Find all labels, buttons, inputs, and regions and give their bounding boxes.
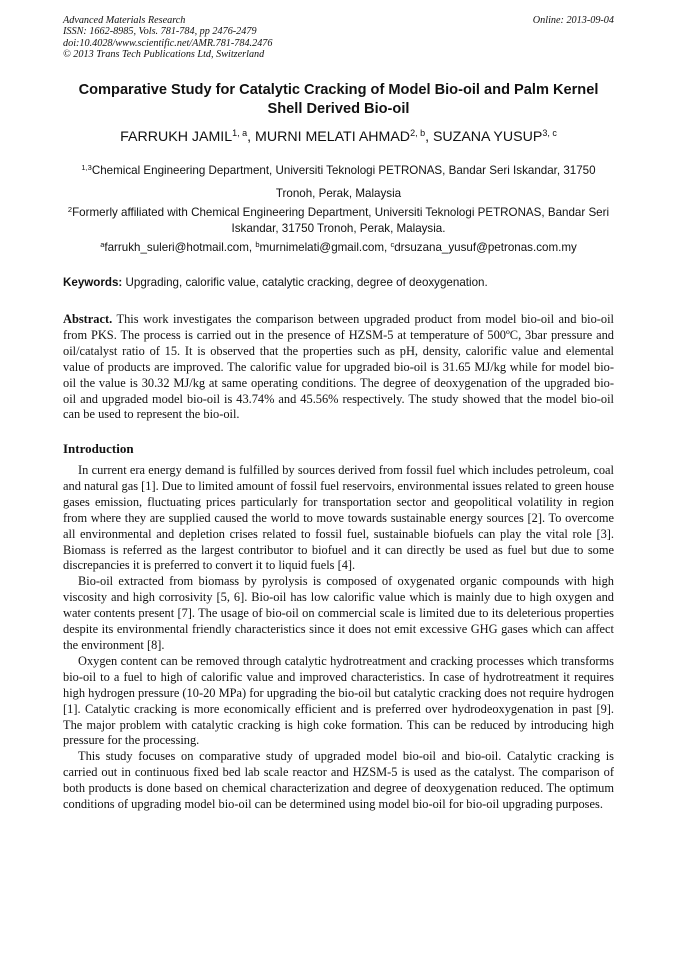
abstract bbox=[63, 312, 614, 423]
abstract-label: Abstract. bbox=[63, 312, 113, 326]
author-list bbox=[63, 127, 614, 147]
affiliation-1 bbox=[63, 159, 614, 205]
email-address: farrukh_suleri@hotmail.com, bbox=[104, 241, 256, 254]
issn-line: ISSN: 1662-8985, Vols. 781-784, pp 2476-2479 bbox=[63, 26, 257, 38]
email-marker: a bbox=[100, 240, 105, 249]
author-affiliation-marker: 1, a bbox=[232, 128, 248, 138]
author-separator: , bbox=[247, 129, 256, 145]
paragraph: Bio-oil extracted from biomass by pyrolysis is composed of oxygenated organic compounds with high viscosity and high corrosivity [5, 6]. Bio-oil has low calorific value which is mainly due to high oxygen and water contents present [7]. The usage of bio-oil on commercial scale is limited due to its deleterious properties despite its environmental friendly characteristics since it does not emit excessive GHG gases which can affect the environment [8]. bbox=[63, 574, 614, 652]
abstract-text: This work investigates the comparison between upgraded product from model bio-oil and bio-oil from PKS. The process is carried out in the presence of HZSM-5 at temperature of 500ºC, 3bar pressure and oil/catalyst ratio of 15. It is observed that the properties such as pH, density, calorific value and elemental value of products are improved. The calorific value for upgraded bio-oil is 31.65 MJ/kg while for model bio-oil the value is 30.32 MJ/kg at same operating conditions. The degree of deoxygenation of the upgraded bio-oil and upgraded model bio-oil is 43.74% and 45.56% respectively. The study showed that the model bio-oil can be used to represent the bio-oil. bbox=[63, 312, 614, 422]
author-emails bbox=[63, 240, 614, 256]
paragraph: Oxygen content can be removed through catalytic hydrotreatment and cracking processes which transforms bio-oil to a fuel to high of calorific value and improved characteristics. In case of hydrotreatment it requires high hydrogen pressure (10-20 MPa) for upgrading the bio-oil but catalytic cracking does not require hydrogen [1]. Catalytic cracking is more economically efficient and is preferred over hydrodeoxygenation in past [9]. The major problem with catalytic cracking is high coke formation. This can be reduced by introducing high pressure for the processing. bbox=[63, 653, 614, 748]
affiliation-text: Chemical Engineering Department, Universiti Teknologi PETRONAS, Bandar Seri Iskandar, 31750 Tronoh, Perak, Malaysia bbox=[91, 164, 596, 200]
email-marker: b bbox=[255, 240, 260, 249]
affiliation-marker: 1,3 bbox=[81, 163, 92, 172]
author-name: MURNI MELATI AHMAD bbox=[255, 129, 411, 145]
paragraph: In current era energy demand is fulfilled by sources derived from fossil fuel which includes petroleum, coal and natural gas [1]. Due to limited amount of fossil fuel reservoirs, environmental issues related to green house gases emission, fluctuating prices particularly for transportation sector and geopolitical volatility in region from where they are supplied caused the world to move towards sustainable energy sources [2]. To overcome all environmental and depletion crises related to fossil fuel, sustainable biofuels can play the vital role [3]. Biomass is referred as the largest contributor to biofuel and it can directly be used as fuel but due to some discrepancies it is preferred to convert it to liquid fuels [4]. bbox=[63, 463, 614, 573]
affiliation-text: Formerly affiliated with Chemical Engineering Department, Universiti Teknologi PETRONAS, Bandar Seri Iskandar, 31750 Tronoh, Perak, Malaysia. bbox=[72, 206, 610, 235]
paper-title: Comparative Study for Catalytic Cracking of Model Bio-oil and Palm Kernel Shell Derived Bio-oil bbox=[78, 82, 599, 117]
journal-header bbox=[63, 15, 614, 61]
online-date: Online: 2013-09-04 bbox=[532, 15, 614, 26]
section-heading-introduction: Introduction bbox=[63, 441, 134, 456]
keywords bbox=[63, 275, 614, 291]
affiliation-marker: 2 bbox=[67, 205, 73, 214]
email-address: murnimelati@gmail.com, bbox=[259, 241, 391, 254]
keywords-label: Keywords: bbox=[63, 276, 123, 289]
introduction-body bbox=[63, 463, 614, 813]
author-name: FARRUKH JAMIL bbox=[120, 129, 233, 145]
email-address: drsuzana_yusuf@petronas.com.my bbox=[394, 241, 577, 254]
affiliation-2 bbox=[63, 205, 614, 237]
author-separator: , bbox=[425, 129, 433, 145]
journal-name: Advanced Materials Research bbox=[63, 15, 186, 26]
paragraph: This study focuses on comparative study of upgraded model bio-oil and bio-oil. Catalytic cracking is carried out in continuous fixed bed lab scale reactor and HZSM-5 is used as the catalyst. The comparison of both products is done based on chemical characterization and degree of deoxygenation reduced. The optimum conditions of upgrading model bio-oil can be determined using model bio-oil for bio-oil upgrading purposes. bbox=[63, 749, 614, 812]
copyright-line: © 2013 Trans Tech Publications Ltd, Switzerland bbox=[63, 49, 265, 61]
author-name: SUZANA YUSUP bbox=[432, 129, 543, 145]
email-marker: c bbox=[390, 240, 395, 249]
author-affiliation-marker: 2, b bbox=[410, 128, 426, 138]
keywords-text: Upgrading, calorific value, catalytic cracking, degree of deoxygenation. bbox=[122, 276, 488, 289]
doi-line: doi:10.4028/www.scientific.net/AMR.781-784.2476 bbox=[63, 37, 273, 49]
author-affiliation-marker: 3, c bbox=[542, 128, 557, 138]
